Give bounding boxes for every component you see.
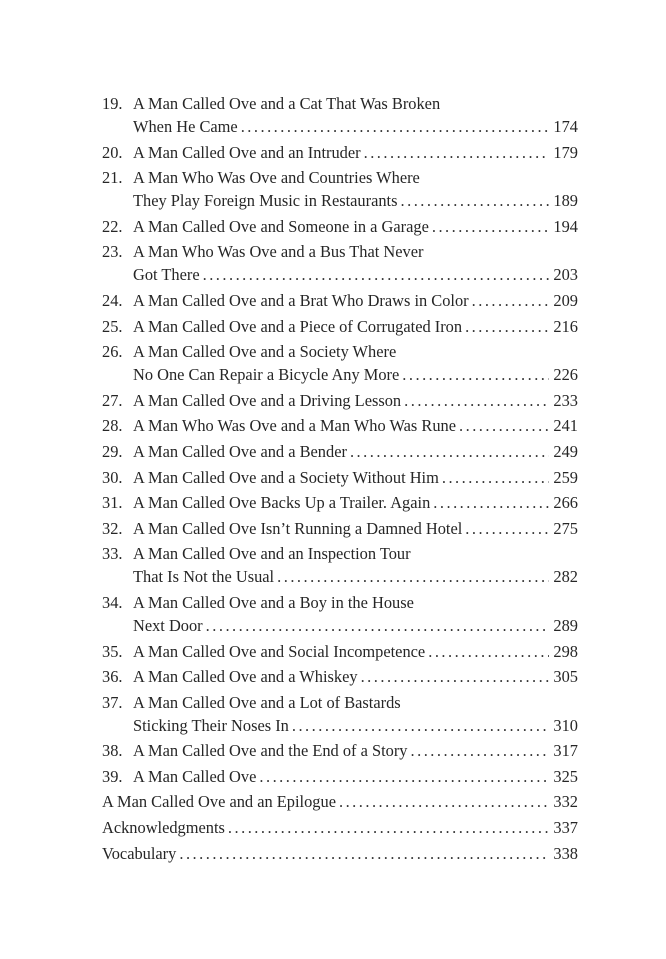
entry-body [129, 240, 578, 286]
chapter-number: 25. [102, 316, 123, 336]
page-number: 216 [553, 316, 578, 336]
entry-body [129, 491, 578, 514]
entry-body [129, 289, 578, 312]
dot-leader [206, 614, 550, 637]
chapter-title: A Man Called Ove and an Intruder [133, 142, 361, 162]
chapter-title-line: A Man Who Was Ove and a Bus That Never [133, 242, 424, 262]
toc-entry[interactable] [102, 591, 578, 637]
entry-body [129, 414, 578, 437]
page-number: 337 [553, 818, 578, 838]
dot-leader [339, 790, 549, 813]
chapter-title-line: A Man Called Ove and an Inspection Tour [133, 544, 411, 564]
chapter-number: 37. [102, 692, 123, 712]
entry-body [129, 691, 578, 737]
dot-leader [364, 141, 550, 164]
chapter-number: 35. [102, 641, 123, 661]
title-leader-line [102, 842, 578, 865]
dot-leader [228, 816, 550, 839]
entry-body [129, 591, 578, 637]
entry-body [129, 665, 578, 688]
chapter-title: Got There [133, 265, 200, 285]
chapter-number: 32. [102, 518, 123, 538]
chapter-number: 29. [102, 441, 123, 461]
chapter-title: When He Came [133, 117, 238, 136]
chapter-number: 19. [102, 94, 123, 113]
title-leader-line [133, 389, 578, 412]
chapter-number: 38. [102, 741, 123, 761]
page-number: 338 [553, 843, 578, 863]
page-number: 226 [553, 365, 578, 385]
chapter-title: A Man Called Ove Backs Up a Trailer. Again [133, 493, 431, 513]
chapter-number: 26. [102, 342, 123, 362]
dot-leader [241, 115, 550, 138]
page-number: 174 [553, 117, 578, 136]
page-number: 305 [553, 667, 578, 687]
title-leader-line [133, 517, 578, 540]
page-number: 194 [553, 216, 578, 236]
page-number: 233 [553, 390, 578, 410]
toc-entry[interactable] [102, 92, 578, 138]
entry-body [129, 315, 578, 338]
page-number: 332 [553, 792, 578, 812]
entry-body [129, 166, 578, 212]
page-number: 298 [553, 641, 578, 661]
title-leader-line [133, 665, 578, 688]
title-leader-line [133, 289, 578, 312]
chapter-number: 34. [102, 592, 123, 612]
chapter-title: They Play Foreign Music in Restaurants [133, 191, 398, 211]
toc-entry[interactable] [102, 491, 578, 514]
dot-leader [472, 289, 550, 312]
dot-leader [428, 640, 549, 663]
toc-entry[interactable] [102, 640, 578, 663]
page-number: 325 [553, 766, 578, 786]
dot-leader [433, 491, 549, 514]
chapter-title-line: A Man Called Ove and a Boy in the House [133, 592, 414, 612]
entry-body [102, 790, 578, 813]
toc-entry-back-matter[interactable] [102, 842, 578, 865]
toc-entry-back-matter[interactable] [102, 790, 578, 813]
title-leader-line [133, 315, 578, 338]
chapter-number: 28. [102, 416, 123, 436]
dot-leader [179, 842, 549, 865]
chapter-title: A Man Called Ove [133, 766, 257, 786]
page-number: 266 [553, 493, 578, 513]
chapter-number: 27. [102, 390, 123, 410]
section-title: A Man Called Ove and an Epilogue [102, 792, 336, 812]
entry-body [102, 842, 578, 865]
chapter-title: A Man Called Ove and a Piece of Corrugated Iron [133, 316, 463, 336]
dot-leader [361, 665, 550, 688]
dot-leader [350, 440, 549, 463]
title-leader-line [133, 141, 578, 164]
dot-leader [292, 714, 550, 737]
page-number: 241 [553, 416, 578, 436]
entry-body [129, 340, 578, 386]
entry-body [129, 765, 578, 788]
entry-body [129, 389, 578, 412]
table-of-contents [102, 92, 578, 867]
chapter-title: A Man Called Ove and a Society Without Him [133, 467, 439, 487]
toc-entry[interactable] [102, 440, 578, 463]
toc-entry[interactable] [102, 166, 578, 212]
dot-leader [465, 517, 549, 540]
chapter-title: That Is Not the Usual [133, 567, 275, 587]
title-leader-line [102, 790, 578, 813]
chapter-number: 21. [102, 168, 123, 188]
chapter-number: 23. [102, 242, 123, 262]
chapter-title-line: A Man Called Ove and a Lot of Bastards [133, 692, 401, 712]
chapter-title: A Man Who Was Ove and a Man Who Was Rune [133, 416, 456, 436]
title-leader-line [133, 491, 578, 514]
dot-leader [432, 215, 550, 238]
chapter-title: A Man Called Ove and Social Incompetence [133, 641, 426, 661]
dot-leader [411, 739, 550, 762]
page-number: 289 [553, 615, 578, 635]
toc-entry[interactable] [102, 141, 578, 164]
chapter-title: No One Can Repair a Bicycle Any More [133, 365, 400, 385]
toc-entry[interactable] [102, 389, 578, 412]
page-number: 310 [553, 715, 578, 735]
chapter-title-line: A Man Called Ove and a Cat That Was Broken [133, 94, 441, 113]
toc-entry[interactable] [102, 289, 578, 312]
entry-body [129, 466, 578, 489]
chapter-number: 33. [102, 544, 123, 564]
toc-entry[interactable] [102, 414, 578, 437]
title-leader-line [133, 440, 578, 463]
page-number: 259 [553, 467, 578, 487]
chapter-title-line: A Man Called Ove and a Society Where [133, 342, 397, 362]
entry-body [129, 517, 578, 540]
dot-leader [404, 389, 549, 412]
title-leader-line [133, 189, 578, 212]
title-leader-line [133, 614, 578, 637]
entry-body [129, 440, 578, 463]
entry-body [129, 542, 578, 588]
dot-leader [401, 189, 550, 212]
entry-body [129, 640, 578, 663]
dot-leader [442, 466, 550, 489]
title-leader-line [133, 363, 578, 386]
chapter-title: A Man Called Ove Isn’t Running a Damned Hotel [133, 518, 463, 538]
title-leader-line [133, 765, 578, 788]
chapter-number: 39. [102, 766, 123, 786]
entry-body [129, 141, 578, 164]
chapter-title-line: A Man Who Was Ove and Countries Where [133, 168, 420, 188]
dot-leader [203, 263, 550, 286]
page-number: 249 [553, 441, 578, 461]
title-leader-line [133, 739, 578, 762]
toc-entry[interactable] [102, 739, 578, 762]
dot-leader [459, 414, 549, 437]
title-leader-line [133, 263, 578, 286]
title-leader-line [102, 816, 578, 839]
page-number: 275 [553, 518, 578, 538]
chapter-title: Sticking Their Noses In [133, 715, 289, 735]
dot-leader [402, 363, 549, 386]
chapter-number: 22. [102, 216, 123, 236]
section-title: Vocabulary [102, 843, 177, 863]
toc-entry[interactable] [102, 691, 578, 737]
toc-entry[interactable] [102, 240, 578, 286]
dot-leader [277, 565, 549, 588]
toc-entry[interactable] [102, 315, 578, 338]
title-leader-line [133, 115, 578, 138]
dot-leader [259, 765, 549, 788]
chapter-title: A Man Called Ove and a Whiskey [133, 667, 358, 687]
page-number: 209 [553, 290, 578, 310]
title-leader-line [133, 215, 578, 238]
page-number: 317 [553, 741, 578, 761]
title-leader-line [133, 414, 578, 437]
chapter-number: 24. [102, 290, 123, 310]
toc-entry-back-matter[interactable] [102, 816, 578, 839]
chapter-number: 36. [102, 667, 123, 687]
toc-entry[interactable] [102, 765, 578, 788]
chapter-number: 30. [102, 467, 123, 487]
chapter-title: A Man Called Ove and a Driving Lesson [133, 390, 402, 410]
toc-entry[interactable] [102, 665, 578, 688]
chapter-number: 20. [102, 142, 123, 162]
entry-body [129, 739, 578, 762]
toc-entry[interactable] [102, 340, 578, 386]
toc-entry[interactable] [102, 466, 578, 489]
dot-leader [465, 315, 549, 338]
chapter-title: A Man Called Ove and the End of a Story [133, 741, 408, 761]
chapter-title: A Man Called Ove and a Brat Who Draws in Color [133, 290, 469, 310]
toc-entry[interactable] [102, 215, 578, 238]
title-leader-line [133, 714, 578, 737]
page-number: 189 [553, 191, 578, 211]
toc-entry[interactable] [102, 517, 578, 540]
entry-body [102, 816, 578, 839]
section-title: Acknowledgments [102, 818, 225, 838]
title-leader-line [133, 640, 578, 663]
chapter-title: A Man Called Ove and a Bender [133, 441, 347, 461]
entry-body [129, 215, 578, 238]
chapter-title: Next Door [133, 615, 203, 635]
chapter-title: A Man Called Ove and Someone in a Garage [133, 216, 429, 236]
page-number: 203 [553, 265, 578, 285]
page-number: 282 [553, 567, 578, 587]
toc-entry[interactable] [102, 542, 578, 588]
page-number: 179 [553, 142, 578, 162]
title-leader-line [133, 466, 578, 489]
title-leader-line [133, 565, 578, 588]
chapter-number: 31. [102, 493, 123, 513]
entry-body [129, 92, 578, 138]
